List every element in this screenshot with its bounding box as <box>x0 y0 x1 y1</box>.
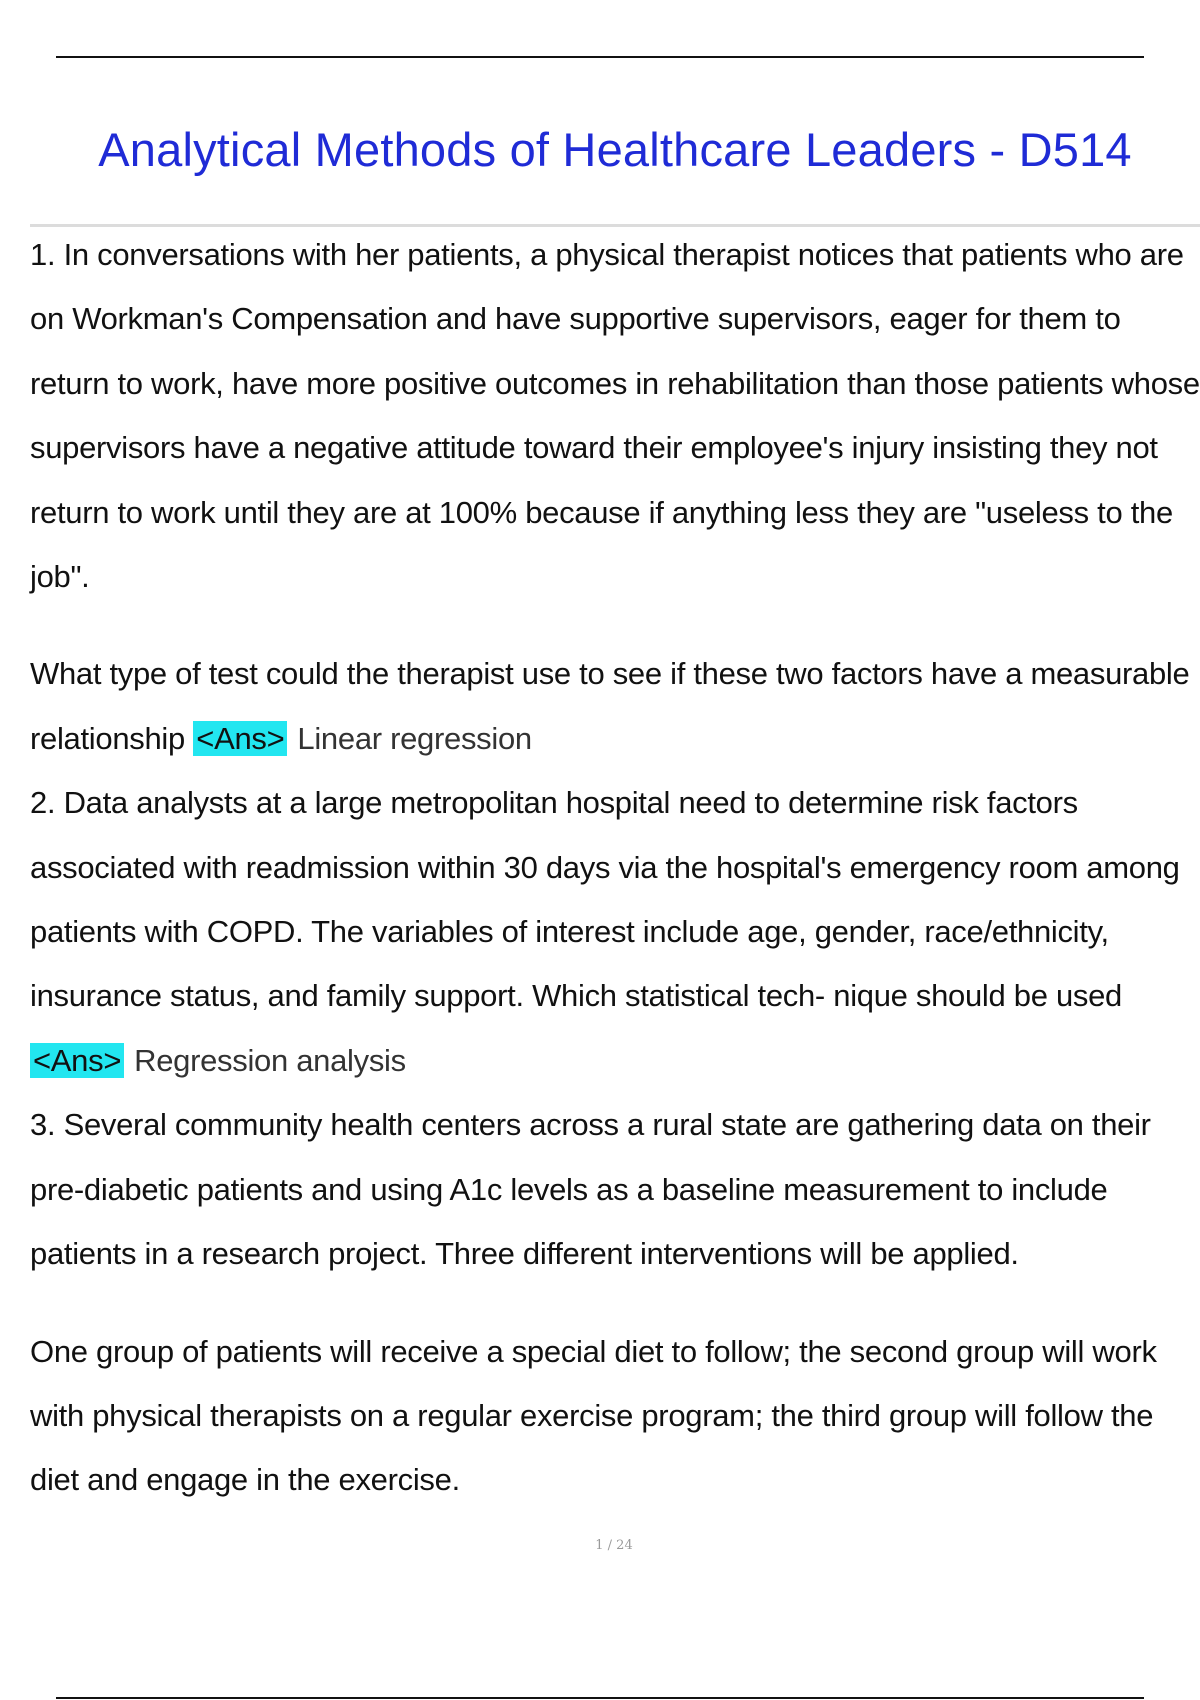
document-title: Analytical Methods of Healthcare Leaders - D514 <box>98 123 1132 176</box>
question-3-text <box>30 1093 1200 1286</box>
question-1-scenario: In conversations with her patients, a physical therapist notices that patients who are on Workman's Compensation and have supportive supervisors, eager for them to return to work, have more positive outcomes in rehabilitation than those patients whose supervisors have a negative attitude toward their employee's injury insisting they not return to work until they are at 100% because if anything less they are "useless to the job". <box>30 237 1200 595</box>
paragraph-gap <box>30 1287 1200 1320</box>
bottom-rule <box>56 1697 1144 1699</box>
question-2-answer: Regression analysis <box>134 1042 406 1078</box>
question-1-answer: Linear regression <box>297 720 532 756</box>
top-rule <box>56 56 1144 58</box>
answer-tag: <Ans> <box>30 1043 124 1078</box>
question-2-number: 2. <box>30 785 56 821</box>
question-3-scenario-continued: One group of patients will receive a special diet to follow; the second group will work with physical therapists on a regular exercise program; the third group will follow the diet and engage in the exercise. <box>30 1333 1157 1498</box>
answer-tag: <Ans> <box>193 721 287 756</box>
question-2-question: Data analysts at a large metropolitan hospital need to determine risk factors associated with readmission within 30 days via the hospital's emergency room among patients with COPD. The variables of interest include age, gender, race/ethnicity, insurance status, and family support. Which statistical tech- nique should be used <box>30 785 1180 1014</box>
question-1-number: 1. <box>30 237 56 272</box>
question-3-number: 3. <box>30 1107 56 1143</box>
question-2-prompt <box>30 771 1200 1093</box>
question-3-scenario: Several community health centers across a rural state are gathering data on their pre-diabetic patients and using A1c levels as a baseline measurement to include patients in a research project. Three different interventions will be applied. <box>30 1107 1151 1272</box>
page-number: 1 / 24 <box>595 1538 633 1553</box>
question-1-prompt <box>30 642 1200 771</box>
paragraph-gap <box>30 609 1200 642</box>
question-1-question: What type of test could the therapist use to see if these two factors have a measurable relationship <box>30 656 1190 756</box>
question-1-text <box>30 223 1200 609</box>
document-body <box>30 223 1200 1513</box>
